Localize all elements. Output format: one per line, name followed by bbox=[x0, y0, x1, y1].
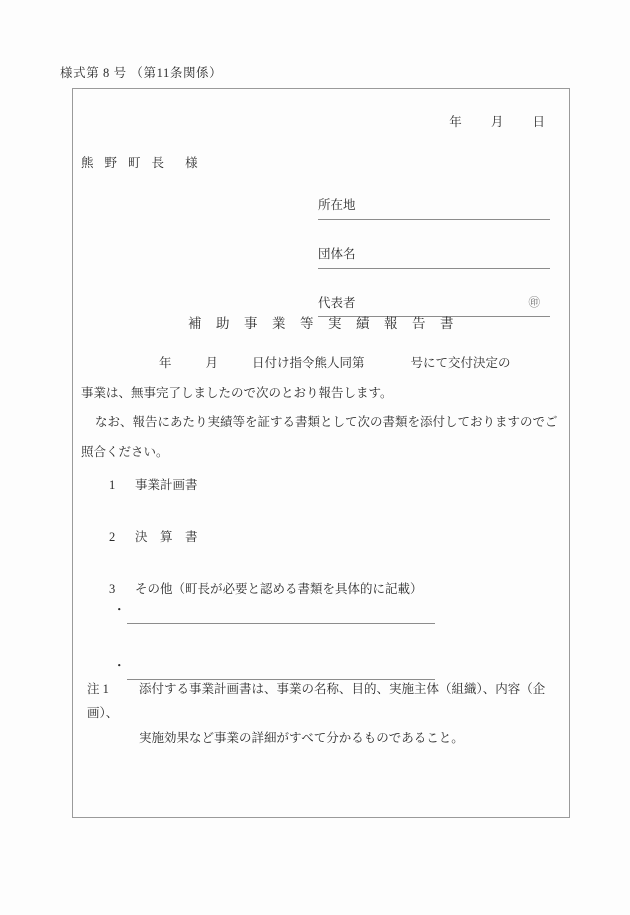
seal-stamp-icon: ㊞ bbox=[528, 297, 540, 310]
body-line-attachments-1: なお、報告にあたり実績等を証する書類として次の書類を添付しておりますのでご bbox=[95, 415, 558, 430]
blank-entry-row bbox=[113, 599, 435, 624]
bullet-icon: ・ bbox=[113, 658, 126, 673]
body-line-attachments-2: 照合ください。 bbox=[81, 444, 169, 459]
footnote-block bbox=[87, 677, 563, 750]
document-title bbox=[73, 311, 569, 337]
date-day-label: 日 bbox=[532, 115, 545, 129]
list-item-number-3: 3 bbox=[109, 581, 116, 596]
bullet-icon: ・ bbox=[113, 603, 126, 617]
title-char-5: 等 bbox=[300, 316, 314, 331]
body-year-label: 年 bbox=[159, 356, 172, 370]
title-char-8: 報 bbox=[384, 316, 398, 331]
body-line-decision bbox=[81, 351, 561, 377]
representative-field-label: 代表者 bbox=[318, 292, 356, 318]
blank-entry-row bbox=[113, 655, 435, 680]
list-item-number-2: 2 bbox=[109, 529, 116, 544]
addressee-line bbox=[81, 152, 198, 176]
body-paragraphs bbox=[81, 351, 561, 470]
location-field-input[interactable] bbox=[356, 204, 550, 220]
addressee-char-4: 長 bbox=[151, 156, 165, 170]
footnote-label: 注 1 bbox=[87, 682, 109, 696]
addressee-char-1: 熊 bbox=[81, 156, 94, 170]
footnote-line-1 bbox=[87, 677, 563, 726]
form-inner-content bbox=[73, 89, 569, 817]
location-field-label: 所在地 bbox=[318, 194, 356, 220]
submission-date-line bbox=[449, 111, 545, 135]
body-number-suffix: 号にて交付決定の bbox=[410, 356, 511, 370]
title-char-7: 績 bbox=[356, 316, 370, 331]
list-item bbox=[81, 474, 551, 498]
body-month-label: 月 bbox=[205, 356, 219, 370]
addressee-char-2: 野 bbox=[104, 156, 118, 170]
title-char-1: 補 bbox=[188, 316, 202, 331]
title-char-2: 助 bbox=[216, 316, 230, 331]
list-item-number-1: 1 bbox=[109, 478, 116, 492]
form-number-label: 様式第 8 号 （第11条関係） bbox=[60, 66, 223, 80]
organization-field-input[interactable] bbox=[356, 253, 550, 269]
title-char-10: 書 bbox=[440, 316, 454, 331]
field-row-location bbox=[318, 194, 550, 220]
list-item bbox=[81, 578, 551, 602]
addressee-char-3: 町 bbox=[128, 156, 141, 170]
list-item-label-1: 事業計画書 bbox=[135, 478, 198, 492]
body-order-text: 日付け指令熊人同第 bbox=[252, 356, 365, 370]
footnote-line-2: 実施効果など事業の詳細がすべて分かるものであること。 bbox=[139, 730, 464, 745]
form-frame-border bbox=[72, 88, 570, 818]
list-item-label-2: 決 算 書 bbox=[135, 529, 198, 544]
title-char-4: 業 bbox=[272, 316, 286, 331]
other-document-input-1[interactable] bbox=[127, 609, 435, 624]
organization-field-label: 団体名 bbox=[318, 243, 356, 269]
list-item bbox=[81, 526, 551, 550]
body-line-completion: 事業は、無事完了しましたので次のとおり報告します。 bbox=[81, 385, 393, 400]
footnote-text-1: 添付する事業計画書は、事業の名称、目的、実施主体（組織）、内容（企画）、 bbox=[87, 682, 546, 721]
field-row-organization bbox=[318, 243, 550, 269]
date-year-label: 年 bbox=[449, 115, 462, 129]
date-month-label: 月 bbox=[490, 115, 504, 129]
addressee-honorific: 様 bbox=[185, 156, 198, 170]
title-char-3: 事 bbox=[244, 316, 258, 331]
list-item-label-3: その他（町長が必要と認める書類を具体的に記載） bbox=[135, 581, 423, 596]
title-char-6: 実 bbox=[328, 316, 342, 331]
title-char-9: 告 bbox=[412, 316, 426, 331]
